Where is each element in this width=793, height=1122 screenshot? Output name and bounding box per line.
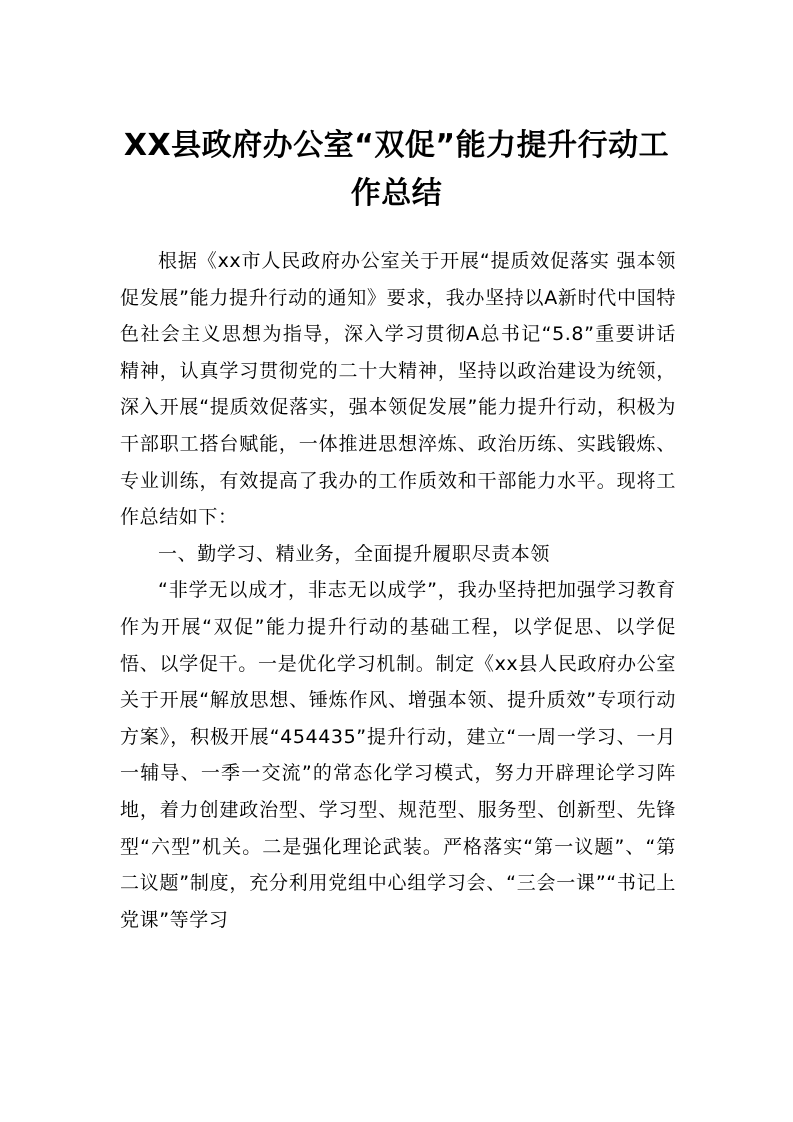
document-body — [120, 243, 676, 938]
document-title: XX县政府办公室“双促”能力提升行动工作总结 — [123, 128, 670, 211]
section-heading-1: 一、勤学习、精业务，全面提升履职尽责本领 — [158, 542, 551, 565]
paragraph-intro: 根据《xx市人民政府办公室关于开展“提质效促落实 强本领促发展”能力提升行动的通知》要求，我办坚持以A新时代中国特色社会主义思想为指导，深入学习贯彻A总书记“5.8”重要讲话精神，认真学习贯彻党的二十大精神，坚持以政治建设为统领，深入开展“提质效促落实，强本领促发展”能力提升行动，积极为干部职工搭台赋能，一体推进思想淬炼、政治历练、实践锻炼、专业训练，有效提高了我办的工作质效和干部能力水平。现将工作总结如下： — [120, 250, 676, 529]
paragraph-section-1: “非学无以成才，非志无以成学”，我办坚持把加强学习教育作为开展“双促”能力提升行动的基础工程，以学促思、以学促悟、以学促干。一是优化学习机制。制定《xx县人民政府办公室关于开展“解放思想、锤炼作风、增强本领、提升质效”专项行动方案》，积极开展“454435”提升行动，建立“一周一学习、一月一辅导、一季一交流”的常态化学习模式，努力开辟理论学习阵地，着力创建政治型、学习型、规范型、服务型、创新型、先锋型“六型”机关。二是强化理论武装。严格落实“第一议题”、“第二议题”制度，充分利用党组中心组学习会、“三会一课”“书记上党课”等学习 — [120, 579, 676, 931]
